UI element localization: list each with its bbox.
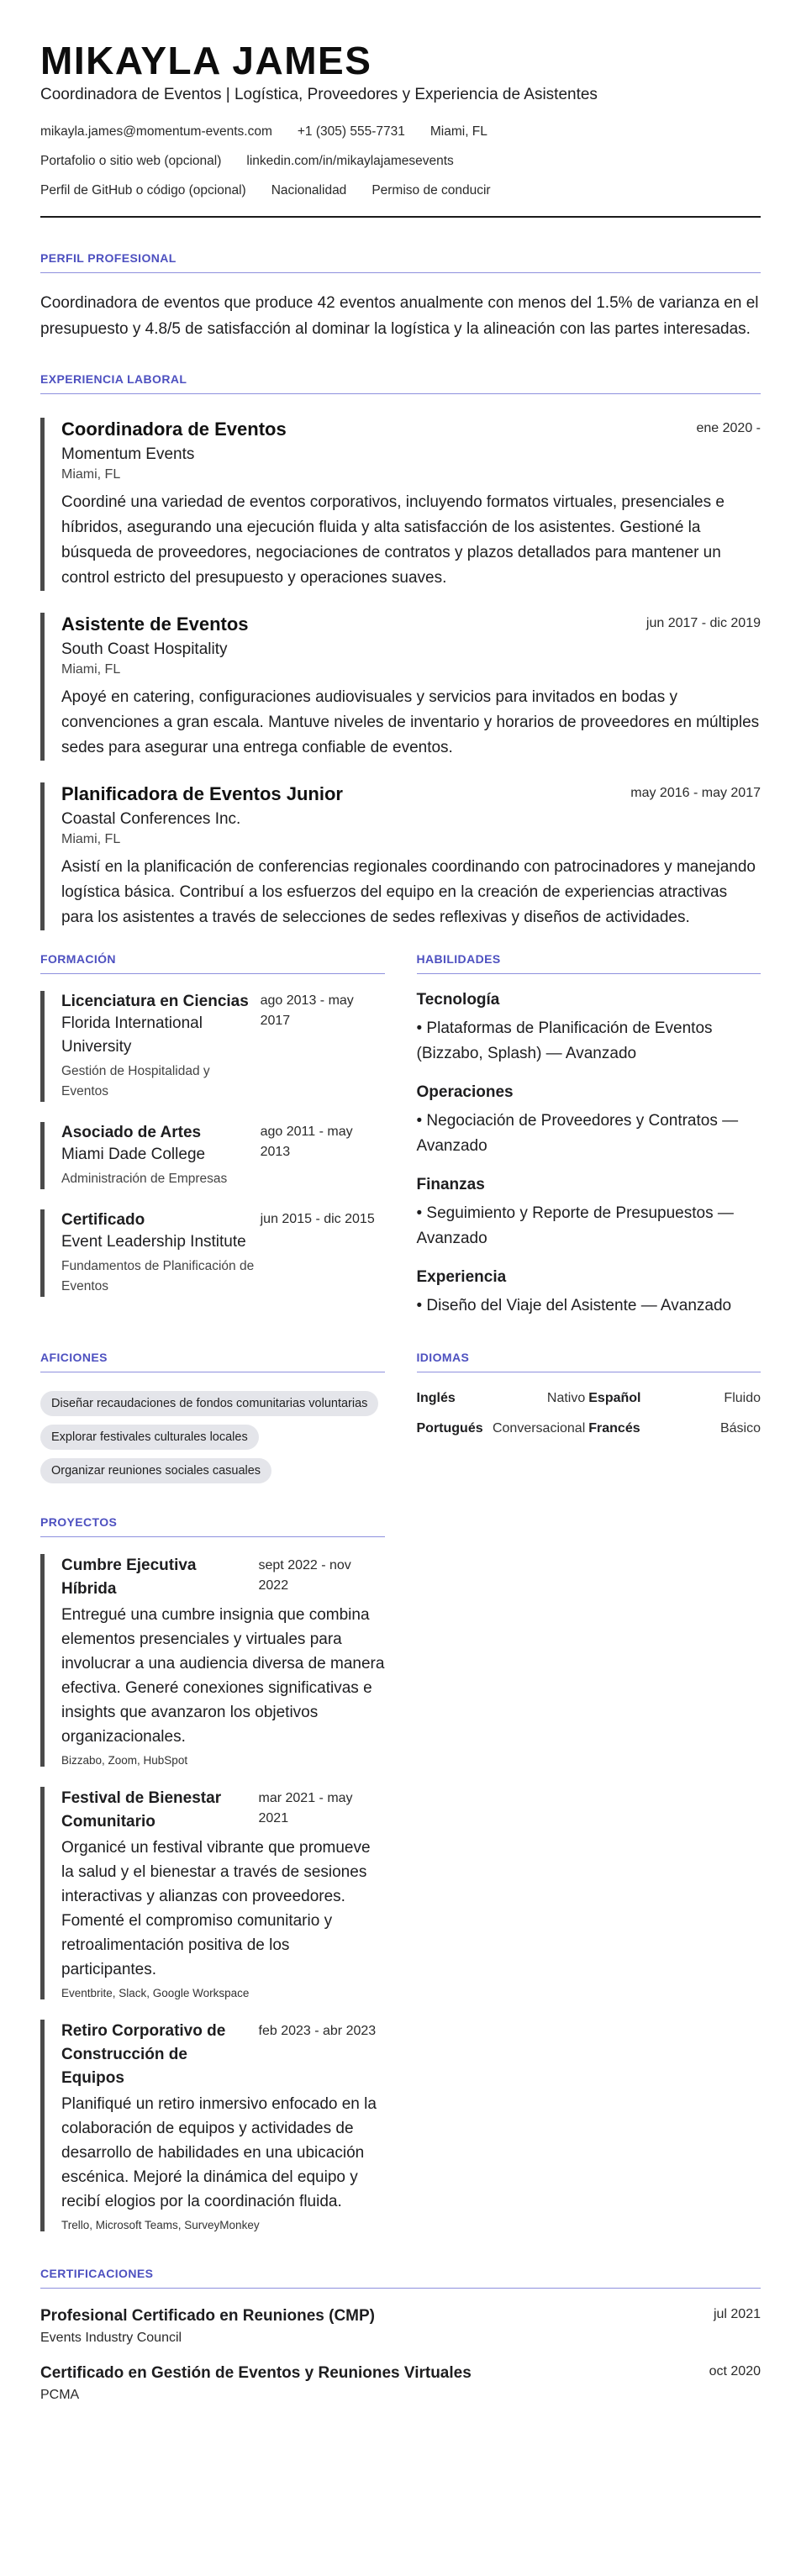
- languages-section: [417, 1351, 761, 1483]
- education-list: [40, 991, 385, 1297]
- job-dates: ene 2020 -: [696, 421, 761, 435]
- project-dates: feb 2023 - abr 2023: [258, 2024, 377, 2038]
- project-item: [40, 1787, 385, 1999]
- project-dates: mar 2021 - may 2021: [258, 1791, 353, 1825]
- project-tools: Eventbrite, Slack, Google Workspace: [61, 1987, 250, 1999]
- hobby-chip: Diseñar recaudaciones de fondos comunitarias voluntarias: [40, 1391, 378, 1416]
- language-level: Básico: [719, 1421, 761, 1436]
- certification-item: [40, 2307, 761, 2346]
- education-skills-row: [40, 952, 761, 1335]
- job-location: Miami, FL: [61, 832, 121, 846]
- phone-number[interactable]: +1 (305) 555-7731: [297, 124, 405, 139]
- linkedin-link[interactable]: linkedin.com/in/mikaylajamesevents: [246, 154, 454, 168]
- certification-issuer: PCMA: [40, 2388, 80, 2402]
- projects-row: [40, 1515, 761, 2252]
- section-title: AFICIONES: [40, 1351, 385, 1372]
- education-item: [40, 1209, 385, 1297]
- certification-issuer: Events Industry Council: [40, 2331, 182, 2345]
- degree: Asociado de Artes: [61, 1124, 202, 1141]
- education-dates: jun 2015 - dic 2015: [260, 1212, 375, 1226]
- section-title: FORMACIÓN: [40, 952, 385, 974]
- job-location: Miami, FL: [61, 467, 121, 482]
- section-title: PERFIL PROFESIONAL: [40, 251, 761, 273]
- contact-info: [40, 124, 761, 198]
- skill-item: • Negociación de Proveedores y Contratos — Avanzado: [416, 1112, 739, 1155]
- summary-text: Coordinadora de eventos que produce 42 eventos anualmente con menos del 1.5% de varianza en el presupuesto y 4.8/5 de satisfacción al dominar la logística y la alineación con las partes interesadas.: [40, 294, 759, 338]
- skill-category: Finanzas: [416, 1176, 485, 1193]
- certification-item: [40, 2364, 761, 2403]
- experience-item: [40, 418, 761, 591]
- skills-section: [417, 952, 761, 1335]
- field-of-study: Gestión de Hospitalidad y Eventos: [61, 1064, 210, 1098]
- github-link[interactable]: Perfil de GitHub o código (opcional): [40, 183, 246, 198]
- project-title: Retiro Corporativo de Construcción de Equipos: [61, 2022, 226, 2087]
- candidate-name: MIKAYLA JAMES: [40, 39, 372, 82]
- summary-section: [40, 251, 761, 342]
- experience-item: [40, 782, 761, 930]
- location: Miami, FL: [429, 124, 487, 139]
- section-title: IDIOMAS: [417, 1351, 761, 1372]
- school: Event Leadership Institute: [61, 1233, 246, 1251]
- education-item: [40, 1122, 385, 1189]
- project-item: [40, 1554, 385, 1767]
- skill-item: • Plataformas de Planificación de Eventos (Bizzabo, Splash) — Avanzado: [416, 1019, 713, 1062]
- language-name: Portugués: [416, 1421, 483, 1436]
- project-title: Festival de Bienestar Comunitario: [61, 1789, 222, 1831]
- hobby-chip: Explorar festivales culturales locales: [40, 1425, 259, 1450]
- projects-list: [40, 1554, 385, 2231]
- language-name: Inglés: [416, 1391, 456, 1405]
- language-name: Francés: [588, 1421, 640, 1436]
- certifications-list: [40, 2307, 761, 2403]
- certification-date: oct 2020: [709, 2364, 761, 2378]
- section-title: EXPERIENCIA LABORAL: [40, 372, 761, 394]
- headline: Coordinadora de Eventos | Logística, Proveedores y Experiencia de Asistentes: [40, 86, 598, 103]
- certification-name: Profesional Certificado en Reuniones (CMP): [40, 2307, 375, 2325]
- school: Miami Dade College: [61, 1146, 206, 1163]
- job-description: Coordiné una variedad de eventos corporativos, incluyendo formatos virtuales, presenciales e híbridos, asegurando una ejecución fluida y alta satisfacción de los asistentes. Gestioné la búsqueda de proveedores, negociaciones de contratos y plazos detallados para mantener un control estricto del presupuesto y operaciones suaves.: [61, 493, 725, 587]
- company: Momentum Events: [61, 445, 195, 463]
- job-title: Planificadora de Eventos Junior: [61, 783, 343, 804]
- contact-row: [40, 183, 761, 198]
- project-description: Planifiqué un retiro inmersivo enfocado en la colaboración de equipos y actividades de desarrollo de habilidades en una ubicación escénica. Mejoré la dinámica del equipo y recibí elogios por la coordinación fluida.: [61, 2095, 377, 2210]
- contact-row: [40, 154, 761, 169]
- email-link[interactable]: mikayla.james@momentum-events.com: [40, 124, 272, 139]
- school: Florida International University: [61, 1014, 203, 1056]
- field-of-study: Fundamentos de Planificación de Eventos: [61, 1259, 255, 1293]
- experience-section: [40, 372, 761, 930]
- languages-list: [417, 1391, 761, 1436]
- empty-column: [417, 1515, 761, 2252]
- project-description: Organicé un festival vibrante que promueve la salud y el bienestar a través de sesiones interactivas y alianzas con proveedores. Fomenté el compromiso comunitario y retroalimentación positiva de los participantes.: [61, 1839, 371, 1978]
- certifications-section: [40, 2267, 761, 2403]
- project-title: Cumbre Ejecutiva Híbrida: [61, 1557, 197, 1598]
- job-description: Asistí en la planificación de conferencias regionales coordinando con patrocinadores y manejando logística básica. Contribuí a los esfuerzos del equipo en la creación de experiencias atractivas para los asistentes a través de selecciones de sedes reflexivas y diseños de actividades.: [61, 858, 756, 926]
- skill-category: Experiencia: [416, 1268, 507, 1286]
- language-item: [417, 1391, 589, 1406]
- language-item: [417, 1421, 589, 1436]
- language-name: Español: [588, 1391, 641, 1405]
- project-description: Entregué una cumbre insignia que combina elementos presenciales y virtuales para involucrar a una audiencia diversa de manera efectiva. Generé conexiones significativas e insights que avanzaron los objetivos organizacionales.: [61, 1606, 385, 1746]
- section-title: PROYECTOS: [40, 1515, 385, 1537]
- language-item: [588, 1421, 761, 1436]
- header-divider: [40, 216, 761, 218]
- job-location: Miami, FL: [61, 662, 121, 677]
- hobbies-list: [40, 1391, 385, 1483]
- company: South Coast Hospitality: [61, 640, 228, 658]
- job-description: Apoyé en catering, configuraciones audiovisuales y servicios para invitados en bodas y convenciones a gran escala. Mantuve niveles de inventario y horarios de proveedores en múltiples sedes para asegurar una entrega confiable de eventos.: [61, 688, 760, 756]
- skill-item: • Seguimiento y Reporte de Presupuestos — Avanzado: [416, 1204, 734, 1247]
- project-tools: Bizzabo, Zoom, HubSpot: [61, 1754, 188, 1767]
- skill-category: Operaciones: [416, 1083, 514, 1101]
- education-dates: ago 2011 - may 2013: [260, 1125, 353, 1159]
- hobbies-section: [40, 1351, 385, 1483]
- driving-license: Permiso de conducir: [372, 183, 491, 198]
- project-tools: Trello, Microsoft Teams, SurveyMonkey: [61, 2219, 260, 2231]
- project-item: [40, 2020, 385, 2231]
- field-of-study: Administración de Empresas: [61, 1172, 228, 1186]
- language-level: Nativo: [546, 1391, 586, 1405]
- section-title: HABILIDADES: [417, 952, 761, 974]
- job-title: Coordinadora de Eventos: [61, 419, 287, 440]
- certification-date: jul 2021: [713, 2307, 761, 2321]
- job-dates: jun 2017 - dic 2019: [646, 616, 761, 630]
- certification-name: Certificado en Gestión de Eventos y Reuniones Virtuales: [40, 2364, 472, 2382]
- language-level: Conversacional: [492, 1421, 586, 1436]
- company: Coastal Conferences Inc.: [61, 810, 241, 828]
- job-dates: may 2016 - may 2017: [630, 786, 761, 800]
- project-dates: sept 2022 - nov 2022: [258, 1558, 351, 1593]
- skill-item: • Diseño del Viaje del Asistente — Avanzado: [416, 1297, 732, 1314]
- education-dates: ago 2013 - may 2017: [260, 993, 354, 1028]
- experience-item: [40, 613, 761, 761]
- experience-list: [40, 418, 761, 930]
- language-level: Fluido: [724, 1391, 761, 1405]
- degree: Licenciatura en Ciencias: [61, 993, 249, 1010]
- education-section: [40, 952, 385, 1335]
- job-title: Asistente de Eventos: [61, 614, 249, 635]
- projects-section: [40, 1515, 385, 2252]
- section-title: CERTIFICACIONES: [40, 2267, 761, 2289]
- contact-row: [40, 124, 761, 140]
- education-item: [40, 991, 385, 1102]
- nationality: Nacionalidad: [271, 183, 347, 198]
- skill-category: Tecnología: [416, 991, 500, 1009]
- hobby-chip: Organizar reuniones sociales casuales: [40, 1458, 271, 1483]
- portfolio-link[interactable]: Portafolio o sitio web (opcional): [40, 154, 222, 168]
- hobbies-languages-row: [40, 1351, 761, 1483]
- language-item: [588, 1391, 761, 1406]
- resume-header: [40, 39, 761, 218]
- degree: Certificado: [61, 1211, 145, 1229]
- skill-group: [417, 991, 761, 1319]
